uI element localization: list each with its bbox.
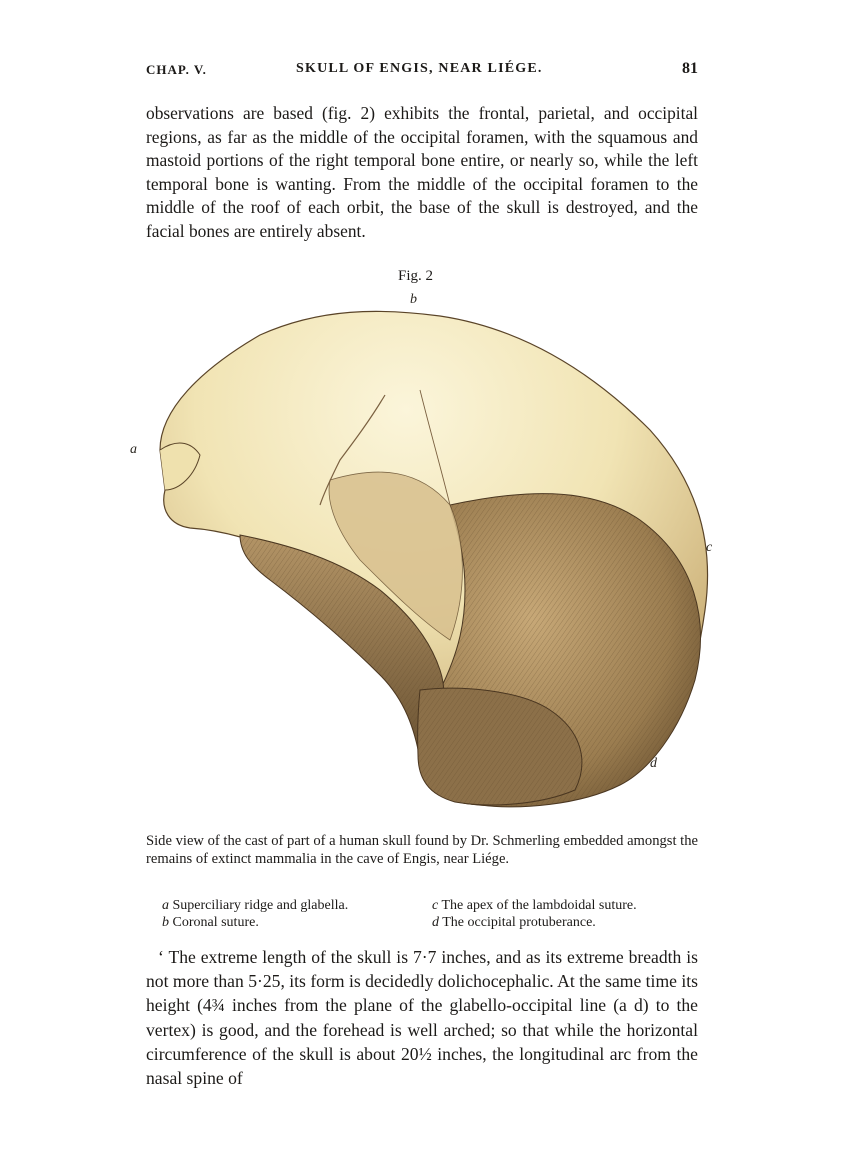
running-header (146, 62, 698, 84)
running-title: SKULL OF ENGIS, NEAR LIÉGE. (296, 61, 543, 76)
body-paragraph-2-text: ‘ The extreme length of the skull is 7·7 inches, and as its extreme breadth is not more than 5·25, its form is decidedly dolichocephalic. At the same time its height (4¾ inches from the plane of the glabello-occipital line (a d) to the vertex) is good, and the forehead is well arched; so that while the horizontal circumference of the skull is about 20½ inches, the longitudinal arc from the nasal spine of (146, 947, 698, 1089)
legend-text: The occipital protuberance. (442, 915, 596, 930)
legend-text: Coronal suture. (172, 915, 259, 930)
figure-caption: Side view of the cast of part of a human skull found by Dr. Schmerling embedded amongst the remains of extinct mammalia in the cave of Engis, near Liége. (146, 833, 699, 867)
skull-engraving (120, 290, 720, 820)
legend-item-b (162, 914, 348, 931)
legend-item-d (432, 914, 637, 931)
legend-item-a (162, 897, 348, 914)
figure-letter-c: c (706, 540, 713, 555)
figure-letter-a: a (130, 442, 137, 457)
page-number: 81 (682, 60, 698, 77)
legend-key: b (162, 915, 169, 930)
figure-letter-b: b (410, 292, 417, 307)
legend-key: d (432, 915, 439, 930)
skull-illustration (120, 290, 720, 820)
legend-key: c (432, 898, 439, 913)
legend-item-c (432, 897, 637, 914)
legend-key: a (162, 898, 169, 913)
figure-label: Fig. 2 (398, 268, 434, 284)
body-paragraph-2 (146, 945, 698, 1090)
chapter-label: CHAP. V. (146, 62, 207, 77)
legend-text: Superciliary ridge and glabella. (172, 898, 349, 913)
legend-text: The apex of the lambdoidal suture. (441, 898, 637, 913)
figure-letter-d: d (650, 756, 657, 771)
body-paragraph-1: observations are based (fig. 2) exhibits the frontal, parietal, and occipital regions, as far as the middle of the occipital foramen, with the squamous and mastoid portions of the right temporal bone entire, or nearly so, while the left temporal bone is wanting. From the middle of the occipital foramen to the middle of the roof of each orbit, the base of the skull is destroyed, and the facial bones are entirely absent. (146, 103, 698, 241)
